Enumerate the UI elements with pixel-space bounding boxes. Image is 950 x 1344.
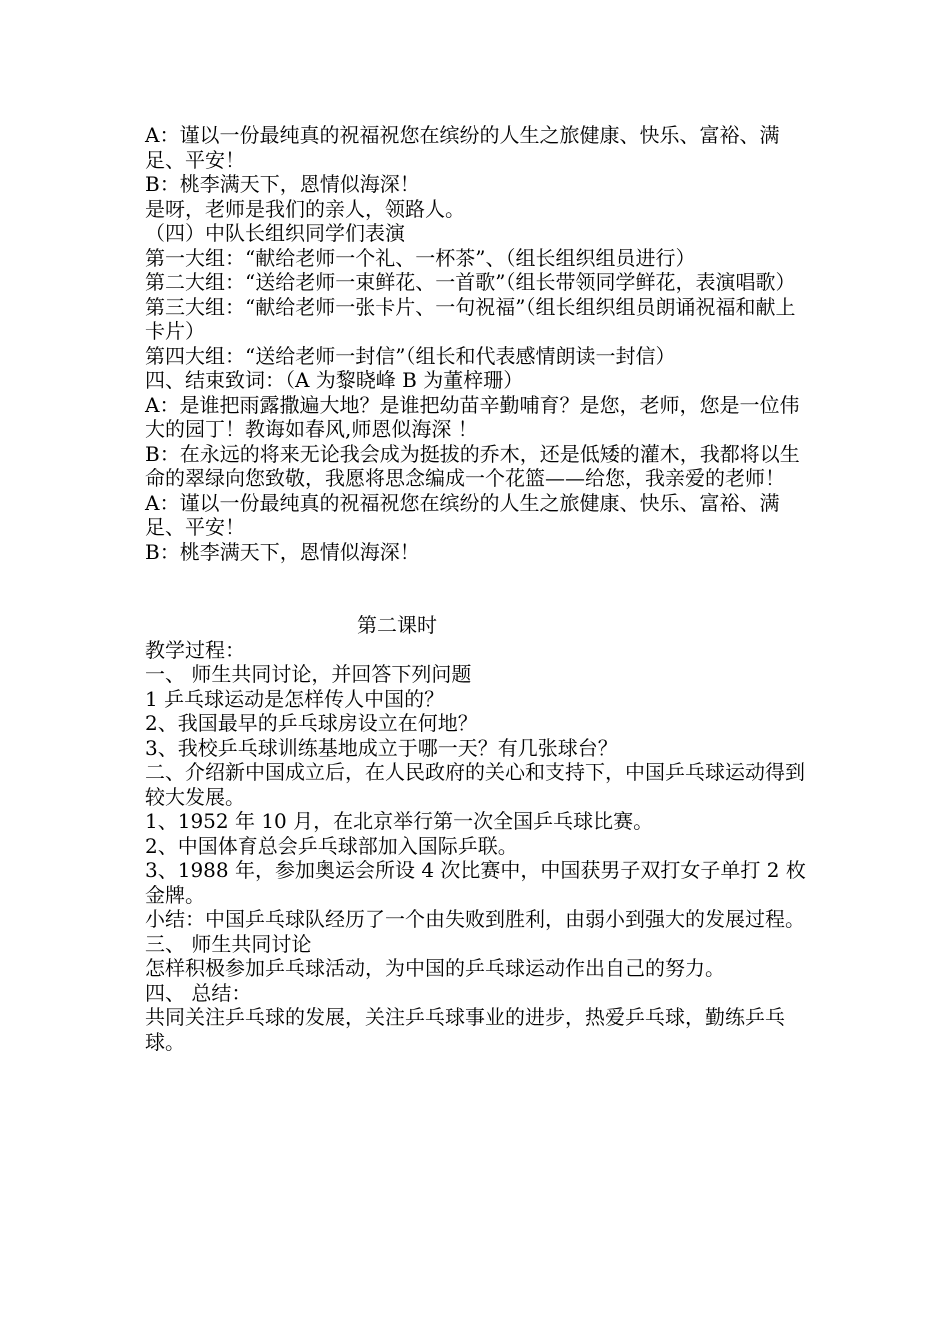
paragraph-fact-2: 2、中国体育总会乒乓球部加入国际乒联。 (145, 833, 518, 858)
paragraph-closing-b-repeat: B：桃李满天下，恩情似海深！ (145, 539, 420, 564)
lesson-title: 第二课时 (357, 613, 437, 637)
paragraph-discussion-1: 一、 师生共同讨论，并回答下列问题 (145, 662, 472, 686)
paragraph-blessing-a: A：谨以一份最纯真的祝福祝您在缤纷的人生之旅健康、快乐、富裕、满足、平安！ (145, 123, 780, 172)
paragraph-introduction: 二、介绍新中国成立后，在人民政府的关心和支持下，中国乒乓球运动得到较大发展。 (145, 760, 805, 809)
paragraph-question-1: 1 乒乓球运动是怎样传人中国的？ (145, 686, 445, 711)
paragraph-summary-note: 小结：中国乒乓球队经历了一个由失败到胜利，由弱小到强大的发展过程。 (145, 907, 805, 931)
paragraph-question-2: 2、我国最早的乒乓球房设立在何地？ (145, 711, 478, 735)
paragraph-process-label: 教学过程： (145, 637, 245, 662)
section-table-tennis (145, 638, 810, 1055)
paragraph-group-2: 第二大组：“送给老师一束鲜花、一首歌”（组长带领同学鲜花，表演唱歌） (145, 270, 796, 294)
paragraph-blessing-b: B：桃李满天下，恩情似海深！ (145, 172, 420, 196)
paragraph-discussion-2: 三、 师生共同讨论 (145, 931, 312, 956)
paragraph-group-4: 第四大组：“送给老师一封信”（组长和代表感情朗读一封信） (145, 343, 676, 368)
blank-spacer (145, 564, 810, 613)
document-page (145, 123, 810, 1054)
paragraph-closing-a: A：是谁把雨露撒遍大地？是谁把幼苗辛勤哺育？是您，老师，您是一位伟大的园丁！教诲如春风,师恩似海深 ！ (145, 392, 800, 441)
paragraph-discussion-2-text: 怎样积极参加乒乓球活动，为中国的乒乓球运动作出自己的努力。 (145, 956, 725, 980)
paragraph-closing-b: B：在永远的将来无论我会成为挺拔的乔木，还是低矮的灌木，我都将以生命的翠绿向您致敬，我愿将思念编成一个花篮——给您，我亲爱的老师！ (145, 441, 800, 490)
paragraph-teacher-guide: 是呀，老师是我们的亲人，领路人。 (145, 196, 465, 221)
paragraph-closing-a-repeat: A：谨以一份最纯真的祝福祝您在缤纷的人生之旅健康、快乐、富裕、满足、平安！ (145, 490, 780, 539)
paragraph-performance-heading: （四）中队长组织同学们表演 (145, 221, 405, 245)
paragraph-closing-heading: 四、结束致词：（A 为黎晓峰 B 为董梓珊） (145, 368, 524, 392)
paragraph-fact-3: 3、1988 年，参加奥运会所设 4 次比赛中，中国获男子双打女子单打 2 枚金牌。 (145, 858, 806, 907)
paragraph-conclusion-heading: 四、 总结： (145, 980, 252, 1005)
paragraph-group-1: 第一大组：“献给老师一个礼、一杯茶”、（组长组织组员进行） (145, 245, 696, 270)
paragraph-group-3: 第三大组：“献给老师一张卡片、一句祝福”（组长组织组员朗诵祝福和献上卡片） (145, 294, 796, 343)
section-class-meeting (145, 123, 810, 564)
paragraph-conclusion-text: 共同关注乒乓球的发展，关注乒乓球事业的进步，热爱乒乓球，勤练乒乓球。 (145, 1005, 785, 1054)
paragraph-question-3: 3、我校乒乓球训练基地成立于哪一天？有几张球台？ (145, 735, 618, 760)
paragraph-fact-1: 1、1952 年 10 月，在北京举行第一次全国乒乓球比赛。 (145, 809, 654, 833)
